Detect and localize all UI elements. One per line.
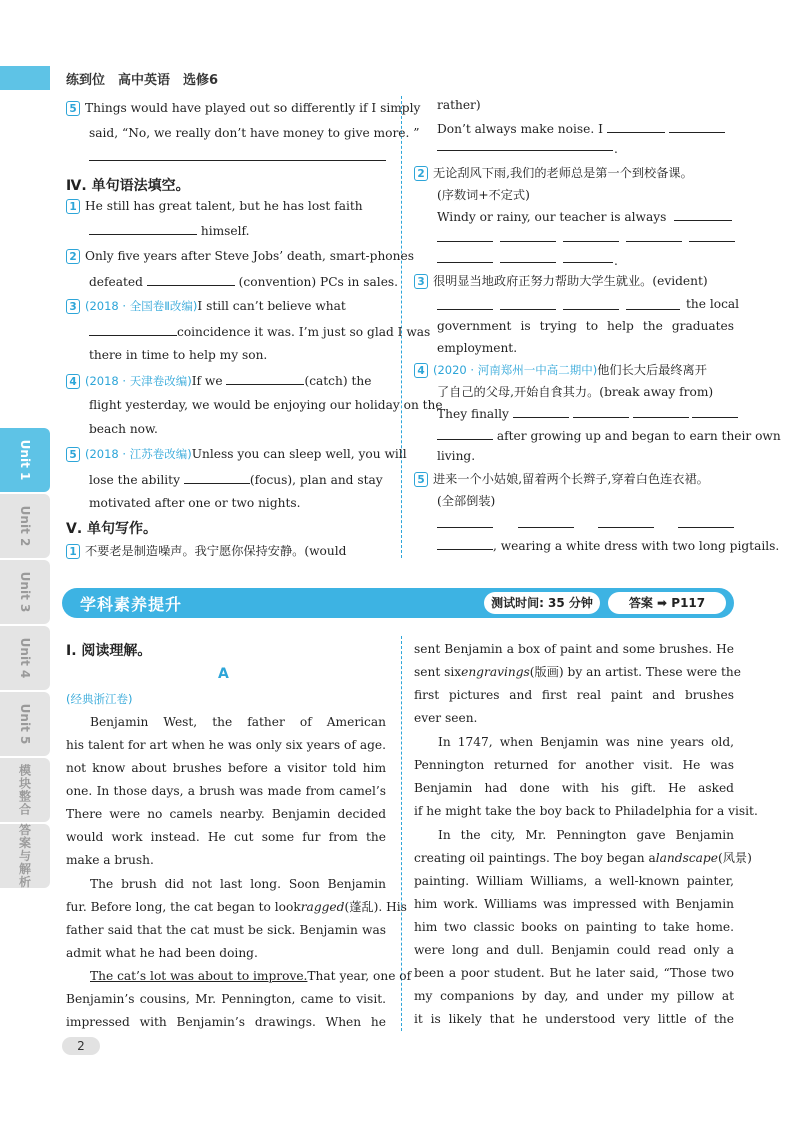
text: (convention) PCs in sales.: [238, 275, 399, 289]
w4-line2: 了自己的父母,开始自食其力。(break away from): [437, 385, 714, 399]
tab-unit-1[interactable]: [0, 428, 50, 492]
w2-line3: [437, 208, 732, 225]
g5-line2: [89, 471, 383, 488]
question-number: 2: [66, 249, 80, 264]
text: 他们长大后最终离开: [597, 363, 707, 377]
text: Don’t always make noise. I: [437, 122, 603, 136]
source-tag: (2018 · 全国卷Ⅱ改编): [85, 299, 198, 313]
answer-blank[interactable]: [437, 527, 493, 528]
answer-blank[interactable]: [437, 150, 613, 151]
glossed-word: engravings: [461, 665, 530, 679]
answer-blank[interactable]: [678, 527, 734, 528]
answer-blank[interactable]: [626, 309, 680, 310]
text: lose the ability: [89, 473, 180, 487]
banner-title: 学科素养提升: [80, 595, 183, 614]
w5-line4: [437, 537, 779, 554]
section-4-title: Ⅳ. 单句语法填空。: [66, 178, 190, 194]
g2-line2: [89, 273, 398, 290]
passage-line: make a brush.: [66, 853, 154, 867]
text: fur. Before long, the cat began to look: [66, 900, 301, 914]
tab-module-review[interactable]: [0, 758, 50, 822]
answer-blank[interactable]: [563, 262, 613, 263]
source-tag: (2018 · 江苏卷改编): [85, 447, 192, 461]
passage-line: In the city, Mr. Pennington gave Benjamin: [438, 828, 734, 842]
answer-blank[interactable]: [437, 241, 493, 242]
passage-line: There were no camels nearby. Benjamin decided: [66, 807, 386, 821]
answer-link[interactable]: 答案 ➡ P117: [608, 592, 726, 614]
source-tag: (2020 · 河南郑州一中高二期中): [433, 363, 598, 377]
tab-label: 答案与解析: [17, 823, 32, 889]
question-number: 1: [66, 544, 80, 559]
text: (蓬乱). His: [344, 900, 407, 914]
passage-line: ever seen.: [414, 711, 478, 725]
g4-line1: [66, 372, 371, 389]
w4-line5: living.: [437, 449, 476, 463]
text: That year, one of: [307, 969, 412, 983]
answer-blank[interactable]: [598, 527, 654, 528]
answer-blank[interactable]: [689, 241, 735, 242]
g1-line1: [66, 198, 363, 214]
text: 不要老是制造噪声。我宁愿你保持安静。(would: [85, 544, 347, 558]
answer-blank[interactable]: [674, 208, 732, 221]
g1-line2: [89, 222, 250, 239]
question-number: 3: [66, 299, 80, 314]
passage-source: (经典浙江卷): [66, 692, 133, 706]
question-number: 1: [66, 199, 80, 214]
text: sent six: [414, 665, 462, 679]
tab-label: Unit 3: [18, 571, 32, 613]
answer-blank[interactable]: [669, 120, 725, 133]
passage-line: In 1747, when Benjamin was nine years old,: [438, 735, 734, 749]
w3-line2: the local: [686, 297, 740, 311]
passage-line: Pennington returned for another visit. He was: [414, 758, 734, 772]
text: (focus), plan and stay: [249, 473, 383, 487]
passage-line: not know about brushes before a visitor told him: [66, 761, 386, 775]
tab-unit-3[interactable]: [0, 560, 50, 624]
g5-line3: motivated after one or two nights.: [89, 496, 301, 510]
tab-unit-5[interactable]: [0, 692, 50, 756]
test-time-badge: 测试时间: 35 分钟: [484, 592, 600, 614]
answer-blank[interactable]: [563, 241, 619, 242]
answer-blank[interactable]: [437, 427, 493, 440]
passage-line: [414, 850, 752, 866]
passage-line: my companions by day, and under my pillow at: [414, 989, 734, 1003]
answer-blank[interactable]: [437, 309, 493, 310]
text: coincidence it was. I’m just so glad I was: [177, 325, 431, 339]
passage-line: if he might take the boy back to Philadelphia for a visit.: [414, 804, 758, 818]
passage-line: first pictures and first real paint and brushes: [414, 688, 734, 702]
answer-blank[interactable]: [184, 471, 250, 484]
text: 进来一个小姑娘,留着两个长辫子,穿着白色连衣裙。: [433, 472, 709, 486]
passage-line: been a poor student. But he later said, “Those two: [414, 966, 734, 980]
w4-line4: [437, 427, 781, 444]
w4-line3: [437, 405, 738, 422]
passage-letter: A: [218, 666, 229, 682]
passage-line: sent Benjamin a box of paint and some brushes. He: [414, 642, 734, 656]
question-number: 5: [66, 101, 80, 116]
passage-line: The brush did not last long. Soon Benjamin: [90, 877, 386, 891]
passage-line: [66, 899, 407, 915]
passage-line: [90, 968, 412, 984]
text: Windy or rainy, our teacher is always: [437, 210, 667, 224]
text: (catch) the: [304, 374, 372, 388]
passage-line: would work instead. He cut some fur from the: [66, 830, 386, 844]
tab-label: Unit 1: [18, 439, 32, 481]
text: Things would have played out so differently if I simply: [85, 101, 421, 115]
question-number: 5: [414, 472, 428, 487]
passage-line: one. In those days, a brush was made from camel’s: [66, 784, 386, 798]
answer-blank[interactable]: [607, 120, 665, 133]
w3-line3: government is trying to help the graduates: [437, 319, 734, 333]
w4-line1: [414, 362, 707, 378]
tab-label: Unit 4: [18, 637, 32, 679]
answer-blank[interactable]: [89, 323, 177, 336]
w1-line3: [437, 120, 725, 137]
answer-blank[interactable]: [437, 537, 493, 550]
text: himself.: [200, 224, 250, 238]
passage-line: [414, 664, 741, 680]
answer-blank[interactable]: [626, 241, 682, 242]
w1-line1: [66, 543, 346, 559]
g4-line2: flight yesterday, we would be enjoying our holiday on the: [89, 398, 443, 412]
g2-line1: [66, 248, 414, 264]
text: creating oil paintings. The boy began a: [414, 851, 656, 865]
answer-blank[interactable]: [500, 241, 556, 242]
text: If we: [191, 374, 223, 388]
text: after growing up and began to earn their own: [496, 429, 781, 443]
answer-blank[interactable]: [500, 262, 556, 263]
q5-line2: said, “No, we really don’t have money to give more. ”: [89, 126, 420, 140]
text: I still can’t believe what: [197, 299, 346, 313]
g4-line3: beach now.: [89, 422, 158, 436]
q5-line: [66, 100, 421, 116]
passage-line: Benjamin’s cousins, Mr. Pennington, came to visit.: [66, 992, 386, 1006]
text: They finally: [437, 407, 509, 421]
answer-blank[interactable]: [563, 309, 619, 310]
passage-line: were long and dull. Benjamin could read only a: [414, 943, 734, 957]
text: (版画) by an artist. These were the: [529, 665, 741, 679]
period: .: [614, 254, 618, 268]
glossed-word: ragged: [300, 900, 345, 914]
page-number: 2: [62, 1037, 100, 1055]
text: , wearing a white dress with two long pigtails.: [493, 539, 780, 553]
text: Only five years after Steve Jobs’ death, smart-phones: [85, 249, 414, 263]
reading-section-title: Ⅰ. 阅读理解。: [66, 643, 152, 659]
question-number: 4: [66, 374, 80, 389]
header-color-block: [0, 66, 50, 90]
text: defeated: [89, 275, 143, 289]
tab-unit-2[interactable]: [0, 494, 50, 558]
answer-blank[interactable]: [573, 405, 629, 418]
g3-line3: there in time to help my son.: [89, 348, 268, 362]
passage-line: Benjamin had done with his gift. He asked: [414, 781, 734, 795]
w2-line2: (序数词+不定式): [437, 188, 530, 202]
answer-blank[interactable]: [692, 405, 738, 418]
book-title: 练到位 高中英语 选修6: [66, 73, 219, 88]
passage-line: him two classic books on painting to take home.: [414, 920, 734, 934]
underlined-sentence: The cat’s lot was about to improve.: [90, 969, 308, 983]
g5-line1: [66, 446, 407, 462]
passage-line: admit what he had been doing.: [66, 946, 258, 960]
answer-blank[interactable]: [513, 405, 569, 418]
answer-blank[interactable]: [226, 372, 304, 385]
w3-line1: [414, 273, 708, 289]
tab-unit-4[interactable]: [0, 626, 50, 690]
tab-label: Unit 5: [18, 703, 32, 745]
period: .: [614, 142, 618, 156]
passage-line: impressed with Benjamin’s drawings. When he: [66, 1015, 386, 1029]
answer-blank[interactable]: [437, 262, 493, 263]
text: Unless you can sleep well, you will: [191, 447, 407, 461]
question-number: 2: [414, 166, 428, 181]
w3-line4: employment.: [437, 341, 518, 355]
answer-blank[interactable]: [500, 309, 556, 310]
passage-line: him work. Williams was impressed with Benjamin: [414, 897, 734, 911]
text: He still has great talent, but he has lost faith: [85, 199, 363, 213]
tab-label: 模块整合: [17, 764, 32, 816]
section-5-title: Ⅴ. 单句写作。: [66, 521, 158, 537]
passage-line: Benjamin West, the father of American: [90, 715, 386, 729]
source-tag: (2018 · 天津卷改编): [85, 374, 192, 388]
passage-line: father said that the cat must be sick. Benjamin was: [66, 923, 386, 937]
answer-blank[interactable]: [147, 273, 235, 286]
w5-line2: (全部倒装): [437, 494, 496, 508]
w1-line2: rather): [437, 98, 481, 112]
answer-blank[interactable]: [633, 405, 689, 418]
w5-line1: [414, 471, 709, 487]
text: 很明显当地政府正努力帮助大学生就业。(evident): [433, 274, 708, 288]
passage-line: it is likely that he understood very little of the: [414, 1012, 734, 1026]
g3-line1: [66, 298, 346, 314]
answer-blank[interactable]: [89, 160, 386, 161]
question-number: 3: [414, 274, 428, 289]
glossed-word: landscape: [655, 851, 718, 865]
g3-line2: [89, 323, 430, 340]
answer-blank[interactable]: [518, 527, 574, 528]
passage-line: his talent for art when he was only six years of age.: [66, 738, 386, 752]
text: (风景): [717, 851, 752, 865]
w2-line1: [414, 165, 693, 181]
tab-label: Unit 2: [18, 505, 32, 547]
text: 无论刮风下雨,我们的老师总是第一个到校备课。: [433, 166, 693, 180]
answer-blank[interactable]: [89, 222, 197, 235]
question-number: 4: [414, 363, 428, 378]
tab-answers[interactable]: [0, 824, 50, 888]
passage-line: painting. William Williams, a well-known painter,: [414, 874, 734, 888]
question-number: 5: [66, 447, 80, 462]
